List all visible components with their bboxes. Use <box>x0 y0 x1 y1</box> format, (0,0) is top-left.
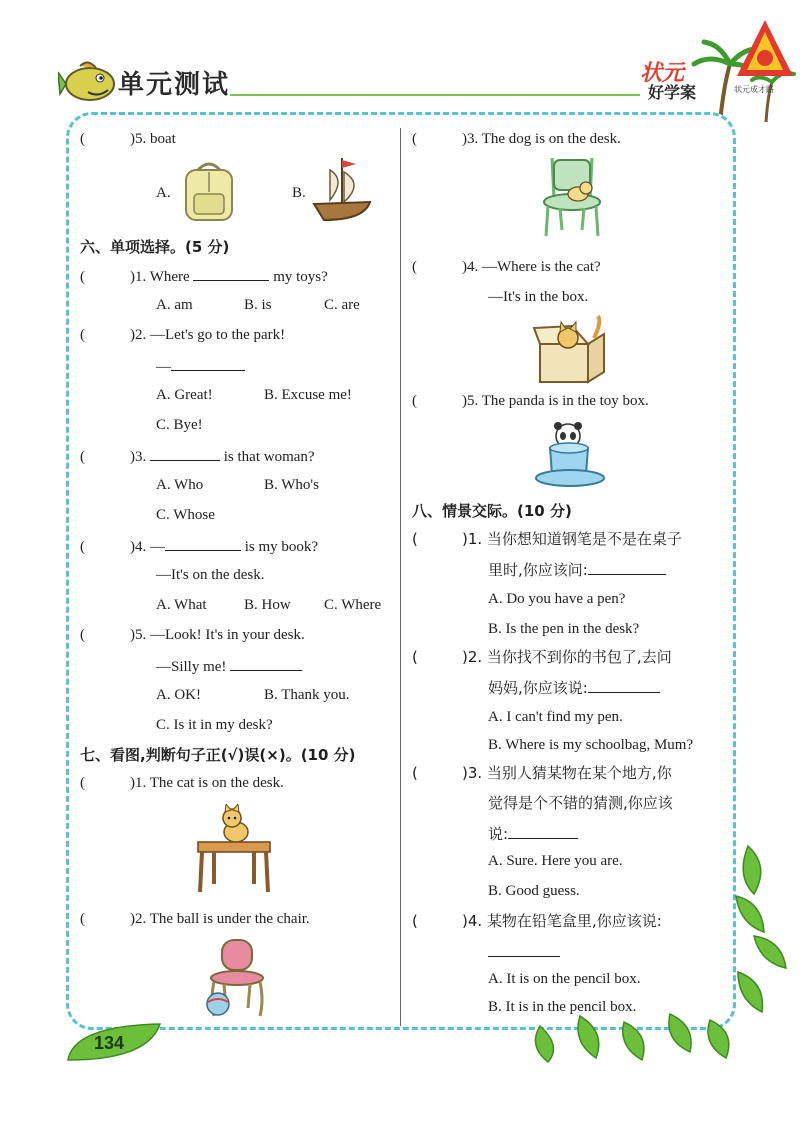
s6-q5-reply: —Silly me! <box>156 656 302 676</box>
s7-q3: ( )3. The dog is on the desk. <box>412 131 621 147</box>
s6-q4-options: A. What B. How C. Where <box>156 597 382 613</box>
section-7-title: 七、看图,判断句子正(√)误(×)。(10 分) <box>80 746 356 764</box>
column-divider <box>400 128 401 1026</box>
s8-q4-option-b: B. It is in the pencil box. <box>488 999 637 1015</box>
s6-q4: ( )4. — is my book? <box>80 536 318 556</box>
header-title: 单元测试 <box>118 70 231 100</box>
s7-q2: ( )2. The ball is under the chair. <box>80 911 310 927</box>
s6-q5-option-c: C. Is it in my desk? <box>156 717 273 733</box>
answer-blank[interactable] <box>230 656 302 671</box>
s8-q2-cont: 妈妈,你应该说: <box>488 678 660 697</box>
brand-subtitle: 好学案 <box>648 83 697 102</box>
leaves-decoration-icon <box>500 836 800 1066</box>
answer-blank[interactable] <box>171 356 245 371</box>
s6-q5-options: A. OK! B. Thank you. <box>156 687 350 703</box>
logo-text: 状元成才路 <box>734 85 774 94</box>
q5-option-b: B. <box>292 185 306 201</box>
s7-q5: ( )5. The panda is in the toy box. <box>412 393 649 409</box>
s7-q1: ( )1. The cat is on the desk. <box>80 775 284 791</box>
s6-q2-option-c: C. Bye! <box>156 417 203 433</box>
page-number: 134 <box>94 1033 125 1053</box>
s8-q4-option-a: A. It is on the pencil box. <box>488 971 641 987</box>
header-rule <box>230 94 640 96</box>
s6-q3-option-c: C. Whose <box>156 507 215 523</box>
panda-in-hat-icon <box>532 418 608 490</box>
answer-blank[interactable] <box>165 536 241 551</box>
s8-q3: ( )3. 当别人猜某物在某个地方,你 <box>412 764 672 782</box>
s6-q4-reply: —It's on the desk. <box>156 567 265 583</box>
s6-q2-options: A. Great! B. Excuse me! <box>156 387 352 403</box>
boat-icon <box>310 154 374 224</box>
section-6-title: 六、单项选择。(5 分) <box>80 238 230 256</box>
section-8-title: 八、情景交际。(10 分) <box>412 502 572 520</box>
s8-q4: ( )4. 某物在铅笔盒里,你应该说: <box>412 912 662 930</box>
s8-q2: ( )2. 当你找不到你的书包了,去问 <box>412 648 672 666</box>
s8-q3-cont: 觉得是个不错的猜测,你应该 <box>488 794 673 812</box>
s6-q1-options: A. am B. is C. are <box>156 297 360 313</box>
cat-in-box-icon <box>532 314 608 384</box>
s6-q2-reply: — <box>156 356 245 376</box>
answer-blank[interactable] <box>193 266 269 281</box>
s6-q1: ( )1. Where my toys? <box>80 266 328 286</box>
brand-title: 状元 <box>640 61 685 86</box>
s8-q1-option-a: A. Do you have a pen? <box>488 591 626 607</box>
logo-triangle-icon <box>735 18 795 80</box>
s7-q4-reply: —It's in the box. <box>488 289 589 305</box>
mascot-fish-icon <box>58 58 118 108</box>
s8-q3-cont2: 说: <box>488 824 578 843</box>
s8-q3-option-a: A. Sure. Here you are. <box>488 853 623 869</box>
dog-on-chair-icon <box>536 154 608 238</box>
q5-option-a: A. <box>156 185 171 201</box>
s8-q1: ( )1. 当你想知道钢笔是不是在桌子 <box>412 530 682 548</box>
q5-boat: ( )5. boat <box>80 131 176 147</box>
s8-q1-cont: 里时,你应该问: <box>488 560 666 579</box>
s8-q1-option-b: B. Is the pen in the desk? <box>488 621 640 637</box>
answer-blank[interactable] <box>588 560 666 575</box>
s6-q2: ( )2. —Let's go to the park! <box>80 327 286 343</box>
s6-q3: ( )3. is that woman? <box>80 446 315 466</box>
cat-on-desk-icon <box>192 804 276 894</box>
s8-q3-option-b: B. Good guess. <box>488 883 580 899</box>
schoolbag-icon <box>178 158 240 224</box>
s6-q3-options: A. Who B. Who's <box>156 477 319 493</box>
s6-q5: ( )5. —Look! It's in your desk. <box>80 627 305 643</box>
s7-q4: ( )4. —Where is the cat? <box>412 259 601 275</box>
answer-blank[interactable] <box>588 678 660 693</box>
ball-under-chair-icon <box>200 936 272 1020</box>
s8-q2-option-a: A. I can't find my pen. <box>488 709 623 725</box>
answer-blank[interactable] <box>150 446 220 461</box>
s8-q2-option-b: B. Where is my schoolbag, Mum? <box>488 737 694 753</box>
